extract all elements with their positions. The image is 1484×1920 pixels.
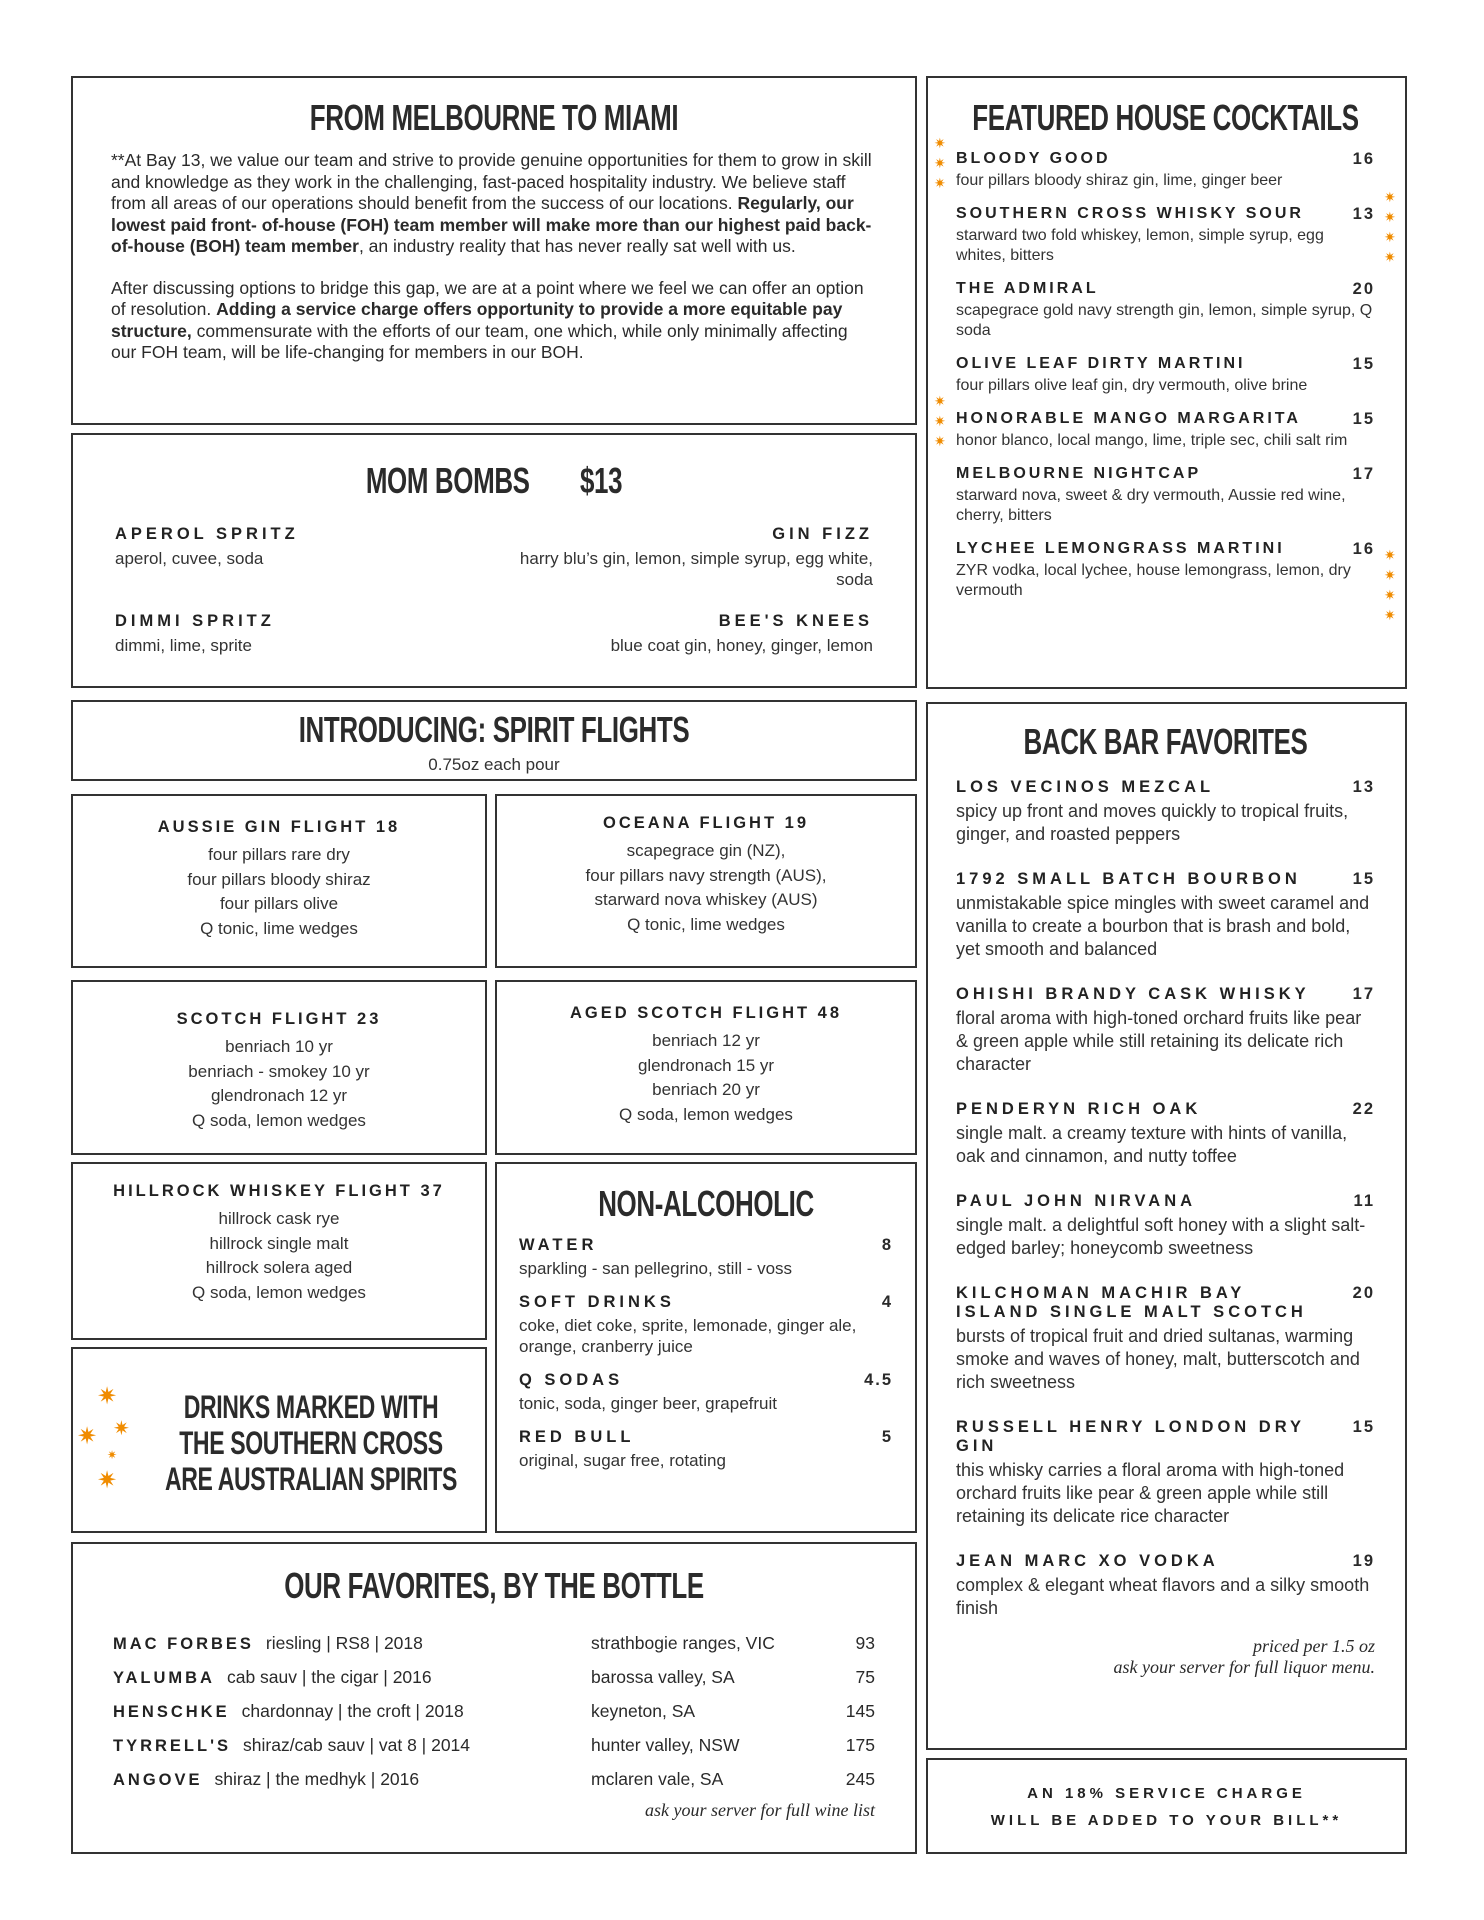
- wine-producer: YALUMBA: [113, 1668, 215, 1687]
- flight-card: [495, 980, 917, 1155]
- wine-price: 93: [855, 1632, 875, 1653]
- item-name: OHISHI BRANDY CASK WHISKY: [956, 985, 1310, 1003]
- cocktails-panel: [926, 76, 1407, 689]
- item-name: RED BULL: [519, 1428, 635, 1446]
- item-name: APEROL SPRITZ: [115, 525, 299, 543]
- flight-line: four pillars olive: [219, 894, 339, 913]
- southern-cross-star-icon: ✷: [1384, 547, 1396, 563]
- note-line: DRINKS MARKED WITH: [183, 1389, 439, 1425]
- wine-region: mclaren vale, SA: [591, 1768, 724, 1789]
- flight-line: Q soda, lemon wedges: [192, 1282, 366, 1302]
- flight-name: [73, 818, 485, 837]
- wine-producer: MAC FORBES: [113, 1634, 254, 1653]
- item-description: this whisky carries a floral aroma with high-toned orchard fruits like pear & green apple while still retaining its delicate rice character: [956, 1460, 1345, 1526]
- southern-cross-star-icon: ✷: [1384, 587, 1396, 603]
- intro-paragraph-2: [111, 278, 877, 364]
- item-price: 5: [881, 1428, 893, 1446]
- flight-line: benriach - smokey 10 yr: [188, 1061, 370, 1081]
- backbar-item: [956, 778, 1375, 846]
- item-name: DIMMI SPRITZ: [115, 612, 275, 630]
- cocktails-title: FEATURED HOUSE COCKTAILS: [972, 97, 1359, 138]
- wine-label: [113, 1735, 591, 1756]
- text: After discussing options to bridge this gap, we are at a point where we feel we can offer an option of resolution.: [111, 277, 864, 319]
- item-price: 15: [1352, 870, 1375, 888]
- item-description: floral aroma with high-toned orchard fruits like pear & green apple while still retaining its delicate rich character: [956, 1008, 1362, 1074]
- back-bar-panel: [926, 702, 1407, 1750]
- item-description: blue coat gin, honey, ginger, lemon: [610, 636, 873, 655]
- flight-price: 37: [420, 1182, 445, 1200]
- text-bold: Regularly, our lowest paid front- of-house (FOH) team member will make more than our highest paid back-of-house (BOH) team member: [111, 193, 872, 256]
- backbar-item: [956, 985, 1375, 1076]
- intro-panel: [71, 76, 917, 425]
- mom-bombs-price: $13: [580, 460, 623, 501]
- flight-card: [71, 980, 487, 1155]
- back-bar-title: BACK BAR FAVORITES: [1023, 721, 1308, 762]
- wine-region: barossa valley, SA: [591, 1666, 735, 1687]
- wine-name: chardonnay | the croft | 2018: [241, 1700, 464, 1721]
- item-description: starward nova, sweet & dry vermouth, Aussie red wine, cherry, bitters: [956, 487, 1346, 524]
- item-name: 1792 SMALL BATCH BOURBON: [956, 870, 1301, 888]
- item-description: four pillars bloody shiraz gin, lime, ginger beer: [956, 172, 1283, 189]
- back-bar-list: [956, 778, 1375, 1620]
- mom-bombs-title: [221, 459, 767, 503]
- wine-name: riesling | RS8 | 2018: [265, 1632, 423, 1653]
- item-name: HONORABLE MANGO MARGARITA: [956, 410, 1301, 427]
- item-name: OLIVE LEAF DIRTY MARTINI: [956, 355, 1246, 372]
- text-bold: Adding a service charge offers opportunity to provide a more equitable pay structure,: [111, 299, 843, 341]
- item-name: PENDERYN RICH OAK: [956, 1100, 1202, 1118]
- flight-name-text: AUSSIE GIN FLIGHT: [157, 818, 369, 836]
- wine-row: [113, 1660, 875, 1694]
- wine-label: [113, 1769, 591, 1790]
- cocktails-item: [956, 355, 1375, 396]
- flight-line: glendronach 15 yr: [637, 1055, 775, 1075]
- item-price: 19: [1352, 1552, 1375, 1570]
- flight-line: four pillars bloody shiraz: [187, 869, 371, 889]
- item-name: RUSSELL HENRY LONDON DRY GIN: [956, 1418, 1305, 1455]
- flight-name-text: AGED SCOTCH FLIGHT: [569, 1004, 811, 1022]
- item-price: 20: [1352, 1284, 1375, 1302]
- flight-line: hillrock solera aged: [205, 1258, 353, 1277]
- cocktails-item: [956, 465, 1375, 526]
- flight-line: benriach 12 yr: [652, 1031, 760, 1050]
- flight-name: [73, 1010, 485, 1029]
- southern-cross-star-icon: ✷: [97, 1467, 118, 1494]
- back-bar-footer-2: ask your server for full liquor menu.: [1113, 1657, 1375, 1677]
- item-description: bursts of tropical fruit and dried sultanas, warming smoke and waves of honey, malt, butterscotch and rich sweetness: [956, 1326, 1360, 1392]
- backbar-item: [956, 1100, 1375, 1168]
- southern-cross-star-icon: ✷: [934, 155, 946, 171]
- item-description: unmistakable spice mingles with sweet caramel and vanilla to create a bourbon that is brash and bold, yet smooth and balanced: [956, 893, 1370, 959]
- southern-cross-star-icon: ✷: [934, 413, 946, 429]
- non-alcoholic-list: [519, 1236, 893, 1471]
- item-price: 13: [1352, 205, 1375, 223]
- item-description: honor blanco, local mango, lime, triple sec, chili salt rim: [956, 432, 1348, 449]
- wine-panel: [71, 1542, 917, 1854]
- flight-line: four pillars rare dry: [208, 845, 350, 864]
- item-name: SOUTHERN CROSS WHISKY SOUR: [956, 205, 1304, 222]
- wine-region: keyneton, SA: [591, 1700, 696, 1721]
- item-price: 13: [1352, 778, 1375, 796]
- note-line: THE SOUTHERN CROSS: [179, 1425, 443, 1461]
- southern-cross-star-icon: ✷: [934, 433, 946, 449]
- wine-name: cab sauv | the cigar | 2016: [226, 1666, 432, 1687]
- wine-price: 245: [845, 1768, 875, 1789]
- cocktails-item: [956, 410, 1375, 451]
- flight-line: Q tonic, lime wedges: [200, 918, 358, 938]
- wine-row: [113, 1762, 875, 1796]
- flight-name: [497, 1004, 915, 1023]
- cocktails-item: [956, 205, 1375, 266]
- flight-name-text: SCOTCH FLIGHT: [176, 1010, 350, 1028]
- service-charge-panel: [926, 1758, 1407, 1854]
- item-description: original, sugar free, rotating: [519, 1451, 726, 1470]
- wine-row: [113, 1626, 875, 1660]
- mom-bomb-item: [115, 612, 494, 656]
- wine-producer: TYRRELL'S: [113, 1736, 232, 1755]
- flight-card: [71, 794, 487, 968]
- item-price: 17: [1352, 465, 1375, 483]
- mom-bombs-panel: [71, 433, 917, 688]
- flight-line: benriach 10 yr: [225, 1037, 333, 1056]
- flight-line: benriach 20 yr: [652, 1080, 760, 1099]
- item-price: 20: [1352, 280, 1375, 298]
- item-description: aperol, cuvee, soda: [115, 549, 264, 568]
- flight-line: glendronach 12 yr: [210, 1086, 348, 1105]
- backbar-item: [956, 1192, 1375, 1260]
- non-alcoholic-panel: [495, 1162, 917, 1533]
- flight-line: scapegrace gin (NZ),: [626, 841, 786, 860]
- wine-footer: ask your server for full wine list: [645, 1800, 875, 1820]
- non-alcoholic-item: [519, 1293, 893, 1357]
- back-bar-footer-1: priced per 1.5 oz: [1253, 1636, 1375, 1656]
- cocktails-item: [956, 150, 1375, 191]
- item-name: LYCHEE LEMONGRASS MARTINI: [956, 540, 1285, 557]
- non-alcoholic-title: NON-ALCOHOLIC: [598, 1183, 814, 1224]
- flight-name: [497, 814, 915, 833]
- title-text: MOM BOMBS: [365, 460, 530, 501]
- flight-line: hillrock cask rye: [218, 1209, 340, 1228]
- flights-title: INTRODUCING: SPIRIT FLIGHTS: [298, 709, 690, 750]
- item-description: ZYR vodka, local lychee, house lemongrass, lemon, dry vermouth: [956, 562, 1351, 599]
- backbar-item: [956, 1552, 1375, 1620]
- non-alcoholic-item: [519, 1371, 893, 1414]
- item-price: 8: [881, 1236, 893, 1254]
- item-description: harry blu’s gin, lemon, simple syrup, egg white, soda: [519, 549, 873, 589]
- cocktails-item: [956, 280, 1375, 341]
- southern-cross-star-icon: ✷: [934, 135, 946, 151]
- item-description: spicy up front and moves quickly to tropical fruits, ginger, and roasted peppers: [956, 801, 1349, 844]
- wine-price: 75: [855, 1666, 875, 1687]
- flight-line: four pillars navy strength (AUS),: [585, 865, 827, 885]
- backbar-item: [956, 1418, 1375, 1528]
- non-alcoholic-item: [519, 1428, 893, 1471]
- item-description: sparkling - san pellegrino, still - voss: [519, 1259, 793, 1278]
- wine-producer: HENSCHKE: [113, 1702, 230, 1721]
- backbar-item: [956, 1284, 1375, 1394]
- wine-region: strathbogie ranges, VIC: [591, 1632, 775, 1653]
- southern-cross-star-icon: ✷: [77, 1423, 98, 1450]
- item-price: 4: [881, 1293, 893, 1311]
- item-price: 22: [1352, 1100, 1375, 1118]
- flight-name-text: HILLROCK WHISKEY FLIGHT: [113, 1182, 413, 1200]
- item-description: complex & elegant wheat flavors and a silky smooth finish: [956, 1575, 1370, 1618]
- item-name: MELBOURNE NIGHTCAP: [956, 465, 1202, 482]
- flight-line: Q tonic, lime wedges: [627, 914, 785, 934]
- flight-card: [71, 1162, 487, 1340]
- cocktails-item: [956, 540, 1375, 601]
- item-name: JEAN MARC XO VODKA: [956, 1552, 1219, 1570]
- wine-price: 175: [845, 1734, 875, 1755]
- flight-price: 23: [357, 1010, 382, 1028]
- item-name: GIN FIZZ: [772, 525, 873, 543]
- item-price: 11: [1353, 1192, 1375, 1210]
- flight-price: 48: [817, 1004, 843, 1022]
- cocktails-list: [956, 150, 1375, 601]
- item-description: single malt. a creamy texture with hints of vanilla, oak and cinnamon, and nutty toffee: [956, 1123, 1348, 1166]
- item-description: coke, diet coke, sprite, lemonade, ginger ale, orange, cranberry juice: [519, 1316, 857, 1356]
- wine-name: shiraz | the medhyk | 2016: [214, 1768, 420, 1789]
- wine-row: [113, 1694, 875, 1728]
- item-price: 15: [1352, 410, 1375, 428]
- item-name: THE ADMIRAL: [956, 280, 1099, 297]
- southern-cross-star-icon: ✷: [934, 393, 946, 409]
- flight-name-text: OCEANA FLIGHT: [603, 814, 778, 832]
- text: **At Bay 13, we value our team and strive to provide genuine opportunities for them to grow in skill and knowledge as they work in the challenging, fast-paced hospitality industry. We believe staff from all areas of our operations should benefit from the success of our locations.: [111, 150, 872, 213]
- item-price: 4.5: [864, 1371, 893, 1389]
- item-name: PAUL JOHN NIRVANA: [956, 1192, 1197, 1210]
- wine-name: shiraz/cab sauv | vat 8 | 2014: [243, 1734, 471, 1755]
- non-alcoholic-item: [519, 1236, 893, 1279]
- wine-list: [113, 1626, 875, 1796]
- item-name: LOS VECINOS MEZCAL: [956, 778, 1215, 796]
- item-description: single malt. a delightful soft honey with a slight salt-edged barley; honeycomb sweetness: [956, 1215, 1366, 1258]
- flight-line: starward nova whiskey (AUS): [594, 890, 818, 909]
- item-name: KILCHOMAN MACHIR BAY ISLAND SINGLE MALT SCOTCH: [956, 1284, 1307, 1321]
- wine-region: hunter valley, NSW: [591, 1734, 740, 1755]
- text: , an industry reality that has never really sat well with us.: [358, 236, 796, 256]
- intro-paragraph-1: [111, 150, 877, 258]
- wine-title: OUR FAVORITES, BY THE BOTTLE: [284, 1565, 704, 1606]
- flights-header: [71, 700, 917, 781]
- mom-bombs-list: [115, 525, 873, 656]
- flights-subtitle: 0.75oz each pour: [428, 755, 560, 774]
- item-price: 15: [1352, 1418, 1375, 1436]
- southern-cross-star-icon: ✷: [113, 1418, 130, 1440]
- flight-name: [73, 1182, 485, 1201]
- item-name: SOFT DRINKS: [519, 1293, 675, 1311]
- item-name: WATER: [519, 1236, 598, 1254]
- item-description: scapegrace gold navy strength gin, lemon, simple syrup, Q soda: [956, 302, 1373, 339]
- southern-cross-star-icon: ✷: [1384, 189, 1396, 205]
- service-charge-line: WILL BE ADDED TO YOUR BILL**: [990, 1812, 1343, 1829]
- southern-cross-star-icon: ✷: [934, 175, 946, 191]
- southern-cross-star-icon: ✷: [97, 1383, 118, 1410]
- southern-cross-star-icon: ✷: [1384, 229, 1396, 245]
- wine-label: [113, 1667, 591, 1688]
- service-charge-line: AN 18% SERVICE CHARGE: [1027, 1785, 1306, 1802]
- southern-cross-star-icon: ✷: [1384, 209, 1396, 225]
- mom-bomb-item: [494, 612, 873, 656]
- flight-line: hillrock single malt: [209, 1233, 349, 1253]
- wine-price: 145: [845, 1700, 875, 1721]
- intro-title: FROM MELBOURNE TO MIAMI: [309, 97, 679, 138]
- flight-price: 19: [784, 814, 809, 832]
- item-price: 16: [1352, 540, 1375, 558]
- item-name: BEE'S KNEES: [718, 612, 873, 630]
- southern-cross-note: [71, 1347, 487, 1533]
- item-description: dimmi, lime, sprite: [115, 636, 252, 655]
- mom-bomb-item: [494, 525, 873, 590]
- southern-cross-star-icon: ✷: [1384, 607, 1396, 623]
- item-price: 15: [1352, 355, 1375, 373]
- item-name: BLOODY GOOD: [956, 150, 1111, 167]
- item-price: 16: [1352, 150, 1375, 168]
- southern-cross-star-icon: ✷: [1384, 249, 1396, 265]
- item-description: starward two fold whiskey, lemon, simple syrup, egg whites, bitters: [956, 227, 1324, 264]
- text: commensurate with the efforts of our team, one which, while only minimally affecting our FOH team, will be life-changing for members in our BOH.: [111, 320, 848, 362]
- wine-label: [113, 1701, 591, 1722]
- southern-cross-star-icon: ✷: [107, 1448, 118, 1462]
- note-line: ARE AUSTRALIAN SPIRITS: [164, 1461, 458, 1497]
- southern-cross-star-icon: ✷: [1384, 567, 1396, 583]
- flight-line: Q soda, lemon wedges: [192, 1110, 366, 1130]
- wine-row: [113, 1728, 875, 1762]
- item-name: Q SODAS: [519, 1371, 624, 1389]
- wine-producer: ANGOVE: [113, 1770, 203, 1789]
- wine-label: [113, 1633, 591, 1654]
- flight-card: [495, 794, 917, 968]
- item-description: tonic, soda, ginger beer, grapefruit: [519, 1394, 777, 1413]
- mom-bomb-item: [115, 525, 494, 590]
- backbar-item: [956, 870, 1375, 961]
- item-price: 17: [1352, 985, 1375, 1003]
- flight-line: Q soda, lemon wedges: [619, 1104, 793, 1124]
- flight-price: 18: [375, 818, 401, 836]
- item-description: four pillars olive leaf gin, dry vermouth, olive brine: [956, 377, 1308, 394]
